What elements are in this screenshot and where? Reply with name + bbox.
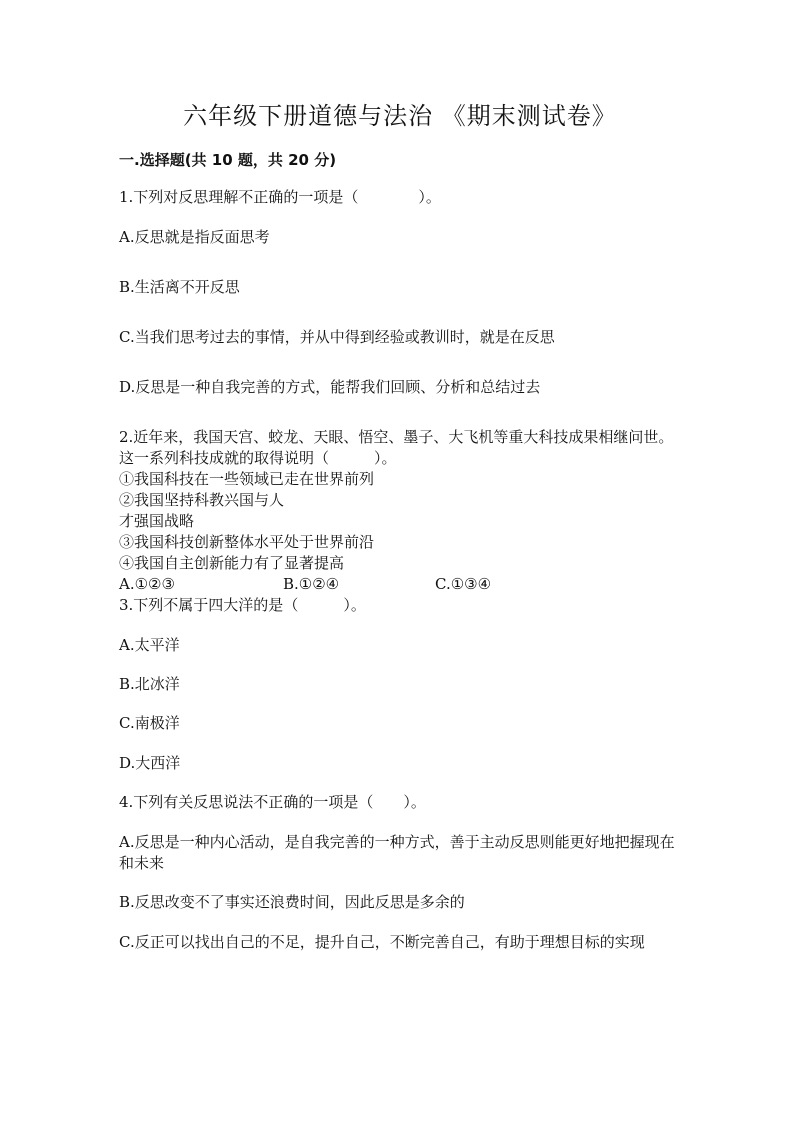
question-3-option-a: A.太平洋 xyxy=(119,636,180,654)
question-2-options-row xyxy=(119,574,539,595)
question-4-option-c: C.反正可以找出自己的不足，提升自己，不断完善自己，有助于理想目标的实现 xyxy=(119,933,645,951)
question-2-option-a: A.①②③ xyxy=(119,575,175,593)
question-1-stem: 1.下列对反思理解不正确的一项是（ ）。 xyxy=(119,188,441,206)
question-1-option-d: D.反思是一种自我完善的方式，能帮我们回顾、分析和总结过去 xyxy=(119,378,541,396)
question-4-stem: 4.下列有关反思说法不正确的一项是（ ）。 xyxy=(119,793,426,811)
question-2-option-c: C.①③④ xyxy=(435,575,492,593)
question-2-statement-2-continued: 才强国战略 xyxy=(119,512,195,530)
question-2-statement-1: ①我国科技在一些领域已走在世界前列 xyxy=(119,470,375,488)
question-3-option-d: D.大西洋 xyxy=(119,754,181,772)
question-1-option-c: C.当我们思考过去的事情，并从中得到经验或教训时，就是在反思 xyxy=(119,328,555,346)
question-1-option-b: B.生活离不开反思 xyxy=(119,278,240,296)
question-4-option-a: A.反思是一种内心活动，是自我完善的一种方式，善于主动反思则能更好地把握现在和未来 xyxy=(119,833,675,872)
page-title: 六年级下册道德与法治 《期末测试卷》 xyxy=(183,102,617,130)
question-2-statement-4: ④我国自主创新能力有了显著提高 xyxy=(119,554,345,572)
question-2-option-b: B.①②④ xyxy=(283,575,340,593)
question-2-stem: 2.近年来，我国天宫、蛟龙、天眼、悟空、墨子、大飞机等重大科技成果相继问世。这一系列科技成就的取得说明（ ）。 xyxy=(119,428,674,467)
question-2-statement-2: ②我国坚持科教兴国与人 xyxy=(119,491,285,509)
question-2-statement-3: ③我国科技创新整体水平处于世界前沿 xyxy=(119,533,375,551)
question-1-option-a: A.反思就是指反面思考 xyxy=(119,228,270,246)
question-4-option-b: B.反思改变不了事实还浪费时间，因此反思是多余的 xyxy=(119,893,465,911)
question-3-option-b: B.北冰洋 xyxy=(119,675,180,693)
section-heading: 一.选择题(共 10 题，共 20 分) xyxy=(119,151,337,169)
question-3-stem: 3.下列不属于四大洋的是（ ）。 xyxy=(119,596,366,614)
question-3-option-c: C.南极洋 xyxy=(119,714,180,732)
